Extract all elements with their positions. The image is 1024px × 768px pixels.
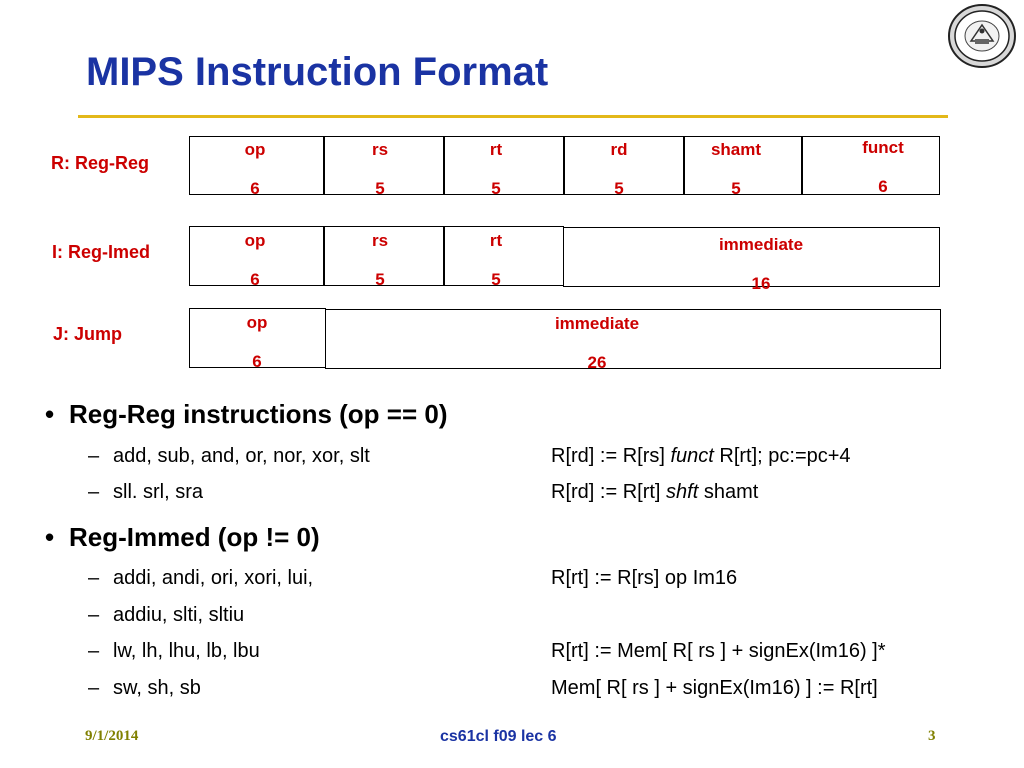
- sub-bullet-text: sw, sh, sb: [113, 677, 201, 699]
- slide-title: MIPS Instruction Format: [86, 50, 549, 94]
- dash: –: [88, 640, 100, 662]
- dash: –: [88, 445, 100, 467]
- sub-bullet-text: add, sub, and, or, nor, xor, slt: [113, 445, 370, 467]
- dash: –: [88, 677, 100, 699]
- r-field-funct: funct 6: [862, 138, 904, 196]
- semantics-text: R[rt] := Mem[ R[ rs ] + signEx(Im16) ]*: [551, 640, 886, 662]
- r-field-op: op 6: [244, 140, 266, 198]
- sub-bullet-text: lw, lh, lhu, lb, lbu: [113, 640, 260, 662]
- title-underline: [78, 115, 948, 118]
- footer-date: 9/1/2014: [85, 728, 139, 744]
- i-field-immediate: immediate 16: [718, 235, 804, 293]
- r-divider: [443, 136, 445, 195]
- semantics-text: Mem[ R[ rs ] + signEx(Im16) ] := R[rt]: [551, 677, 878, 699]
- r-divider: [323, 136, 325, 195]
- j-field-op: op 6: [246, 313, 268, 371]
- sub-bullet-text: addiu, slti, sltiu: [113, 604, 245, 626]
- r-format-box: [189, 136, 940, 195]
- i-field-op: op 6: [244, 231, 266, 289]
- bullet-dot: •: [45, 399, 55, 429]
- r-divider: [801, 136, 803, 195]
- r-field-rt: rt 5: [489, 140, 503, 198]
- dash: –: [88, 481, 100, 503]
- i-format-label: I: Reg-Imed: [52, 242, 151, 262]
- dash: –: [88, 604, 100, 626]
- footer-course: cs61cl f09 lec 6: [440, 728, 557, 745]
- bullet-dot: •: [45, 522, 55, 552]
- bullet-text: Reg-Immed (op != 0): [69, 522, 320, 552]
- r-field-rd: rd 5: [610, 140, 628, 198]
- i-divider: [443, 226, 445, 286]
- r-field-shamt: shamt 5: [710, 140, 762, 198]
- r-field-rs: rs 5: [371, 140, 389, 198]
- dash: –: [88, 567, 100, 589]
- semantics-text: R[rd] := R[rs] funct R[rt]; pc:=pc+4: [551, 445, 851, 467]
- r-divider: [683, 136, 685, 195]
- sub-bullet-text: sll. srl, sra: [113, 481, 203, 503]
- i-field-rs: rs 5: [371, 231, 389, 289]
- footer-page-number: 3: [928, 728, 936, 744]
- j-format-label: J: Jump: [53, 324, 123, 344]
- j-field-immediate: immediate 26: [554, 314, 640, 372]
- i-field-rt: rt 5: [489, 231, 503, 289]
- i-divider: [323, 226, 325, 286]
- university-seal-icon: [947, 3, 1017, 69]
- bullet-text: Reg-Reg instructions (op == 0): [69, 399, 448, 429]
- semantics-text: R[rt] := R[rs] op Im16: [551, 567, 738, 589]
- sub-bullet-text: addi, andi, ori, xori, lui,: [113, 567, 314, 589]
- r-format-label: R: Reg-Reg: [51, 153, 149, 173]
- semantics-text: R[rd] := R[rt] shft shamt: [551, 481, 759, 503]
- r-divider: [563, 136, 565, 195]
